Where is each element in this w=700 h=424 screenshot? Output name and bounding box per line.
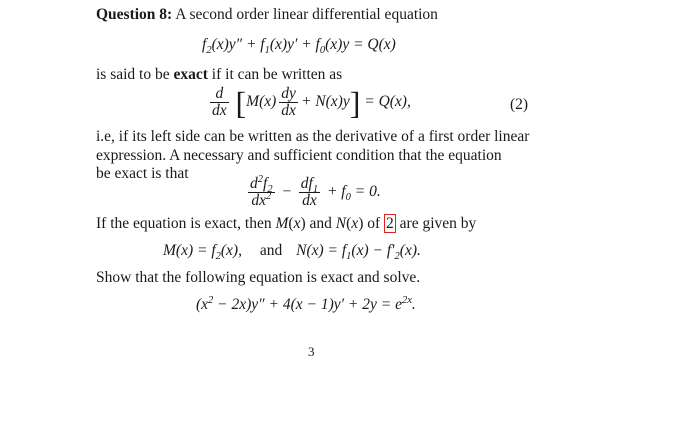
d2f2-fraction: $\frac{d^2f_2}{dx^2}$ <box>250 173 273 209</box>
paragraph-line-1: i.e, if its left side can be written as the derivative of a first order linear <box>96 128 530 145</box>
paragraph-line-2: expression. A necessary and sufficient condition that the equation <box>96 147 502 164</box>
target-equation: $(x^2 - 2x)y'' + 4(x - 1)y' + 2y = e^{2x}$. <box>196 294 416 313</box>
question-label: Question 8: <box>96 6 173 23</box>
condition-equation: $\frac{d^2f_2}{dx^2}$ − $\frac{df_1}{dx}$ + $f_0 = 0$. <box>250 173 381 209</box>
general-equation: $f_2(x)y'' + f_1(x)y' + f_0(x)y = Q(x)$ <box>202 36 396 57</box>
equation-number: (2) <box>510 96 529 113</box>
df1-fraction: $\frac{df_1}{dx}$ <box>300 175 319 209</box>
question-intro <box>96 6 438 24</box>
if-exact-text-4: are given by <box>399 215 477 232</box>
equation-reference-link[interactable]: 2 <box>386 215 394 232</box>
dy-dx-fraction: $\frac{dy}{dx}$ <box>281 85 296 119</box>
show-instruction: Show that the following equation is exact and solve. <box>96 269 421 286</box>
m-n-definitions: $M(x) = f_2(x)$, and $N(x) = f_1(x) - f'_2(x)$. <box>163 242 421 263</box>
exact-text-pre: is said to be <box>96 66 174 83</box>
paragraph-line-3: be exact is that <box>96 165 189 182</box>
exact-form-equation: $\frac{d}{dx}$ [M(x) $\frac{dy}{dx}$ + N(x)y] = Q(x), <box>212 84 411 121</box>
exact-word: exact <box>173 66 208 83</box>
question-intro-text: A second order linear differential equation <box>175 6 438 23</box>
d-dx-fraction: $\frac{d}{dx}$ <box>212 85 227 119</box>
if-exact-text-3: of <box>367 215 385 232</box>
if-exact-sentence: If the equation is exact, then M(x) and N(x) of 2 are given by <box>96 215 477 232</box>
exact-text-post: if it can be written as <box>207 66 343 83</box>
exact-definition <box>96 66 342 84</box>
if-exact-text-2: and <box>309 215 336 232</box>
page-number: 3 <box>308 344 315 359</box>
if-exact-text-1: If the equation is exact, then <box>96 215 276 232</box>
and-word: and <box>259 242 283 259</box>
